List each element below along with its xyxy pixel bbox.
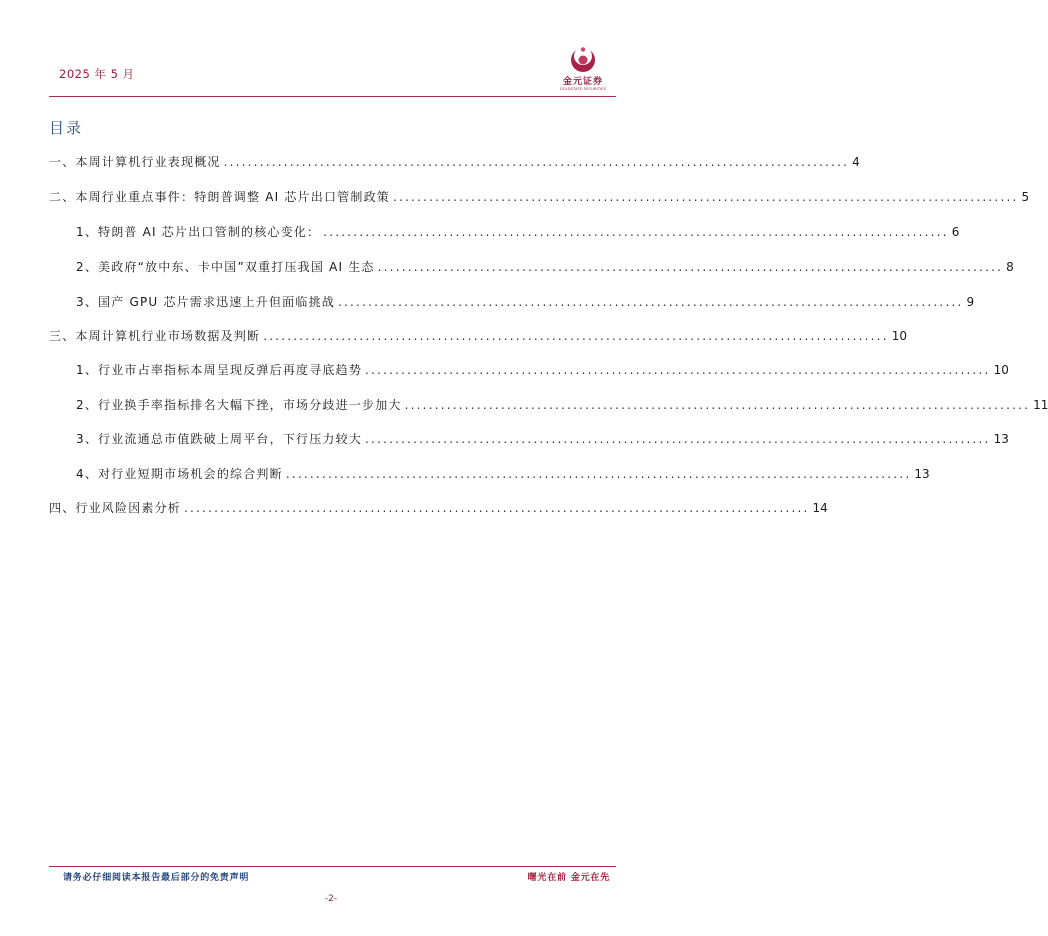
page-number: -2-	[324, 894, 338, 904]
footer-divider	[49, 866, 616, 867]
toc-entry-label: 1、特朗普 AI 芯片出口管制的核心变化：	[76, 225, 321, 239]
toc-entry-label: 4、对行业短期市场机会的综合判断	[76, 467, 283, 481]
toc-entry[interactable]	[49, 189, 1030, 205]
toc-entry-page: 4	[852, 155, 860, 169]
toc-leader-dots: ........................................................................................................	[184, 501, 810, 515]
toc-entry-page: 13	[993, 432, 1009, 446]
toc-entry[interactable]	[76, 259, 1014, 275]
toc-entry-page: 13	[914, 467, 930, 481]
toc-leader-dots: ........................................................................................................	[365, 363, 991, 377]
toc-leader-dots: ........................................................................................................	[263, 329, 889, 343]
toc-entry[interactable]	[76, 431, 1009, 447]
toc-leader-dots: ........................................................................................................	[285, 467, 912, 481]
toc-leader-dots: ........................................................................................................	[323, 225, 949, 239]
toc-entry-page: 11	[1033, 398, 1048, 412]
toc-entry[interactable]	[76, 362, 1009, 378]
toc-entry[interactable]	[76, 224, 960, 240]
toc-leader-dots: ........................................................................................................	[365, 432, 991, 446]
toc-entry-page: 5	[1021, 190, 1030, 204]
toc-entry-label: 3、行业流通总市值跌破上周平台，下行压力较大	[76, 432, 363, 446]
toc-entry[interactable]	[49, 154, 860, 170]
toc-entry[interactable]	[76, 397, 1048, 413]
toc-leader-dots: ........................................................................................................	[337, 295, 964, 309]
toc-entry-label: 一、本周计算机行业表现概况	[49, 155, 221, 169]
logo-emblem-icon	[568, 46, 598, 74]
toc-entry-page: 14	[812, 501, 828, 515]
toc-entry-label: 2、美政府“放中东、卡中国”双重打压我国 AI 生态	[76, 260, 375, 274]
toc-entry-page: 10	[993, 363, 1009, 377]
toc-leader-dots: ........................................................................................................	[404, 398, 1031, 412]
toc-entry[interactable]	[49, 500, 828, 516]
toc-entry-label: 1、行业市占率指标本周呈现反弹后再度寻底趋势	[76, 363, 363, 377]
report-date: 2025 年 5 月	[59, 67, 135, 81]
toc-entry-label: 3、国产 GPU 芯片需求迅速上升但面临挑战	[76, 295, 335, 309]
toc-entry-page: 10	[891, 329, 907, 343]
toc-entry-page: 9	[966, 295, 975, 309]
company-logo	[552, 46, 614, 96]
toc-leader-dots: ........................................................................................................	[223, 155, 850, 169]
toc-entry-label: 四、行业风险因素分析	[49, 501, 182, 515]
toc-entry[interactable]	[76, 294, 975, 310]
toc-entry-label: 2、行业换手率指标排名大幅下挫，市场分歧进一步加大	[76, 398, 402, 412]
toc-entry[interactable]	[49, 328, 907, 344]
toc-entry-label: 三、本周计算机行业市场数据及判断	[49, 329, 261, 343]
toc-leader-dots: ........................................................................................................	[392, 190, 1019, 204]
toc-leader-dots: ........................................................................................................	[377, 260, 1004, 274]
toc-title: 目录	[49, 119, 84, 137]
toc-entry-label: 二、本周行业重点事件：特朗普调整 AI 芯片出口管制政策	[49, 190, 390, 204]
logo-text-cn: 金元证券	[562, 77, 603, 87]
footer-slogan: 曙光在前 金元在先	[527, 873, 610, 883]
toc-entry[interactable]	[76, 466, 930, 482]
logo-text-en: GOLDSTATE SECURITIES	[559, 87, 607, 91]
header-divider	[49, 96, 616, 97]
footer-disclaimer: 请务必仔细阅读本报告最后部分的免责声明	[63, 873, 250, 883]
toc-entry-page: 6	[951, 225, 960, 239]
toc-entry-page: 8	[1006, 260, 1014, 274]
